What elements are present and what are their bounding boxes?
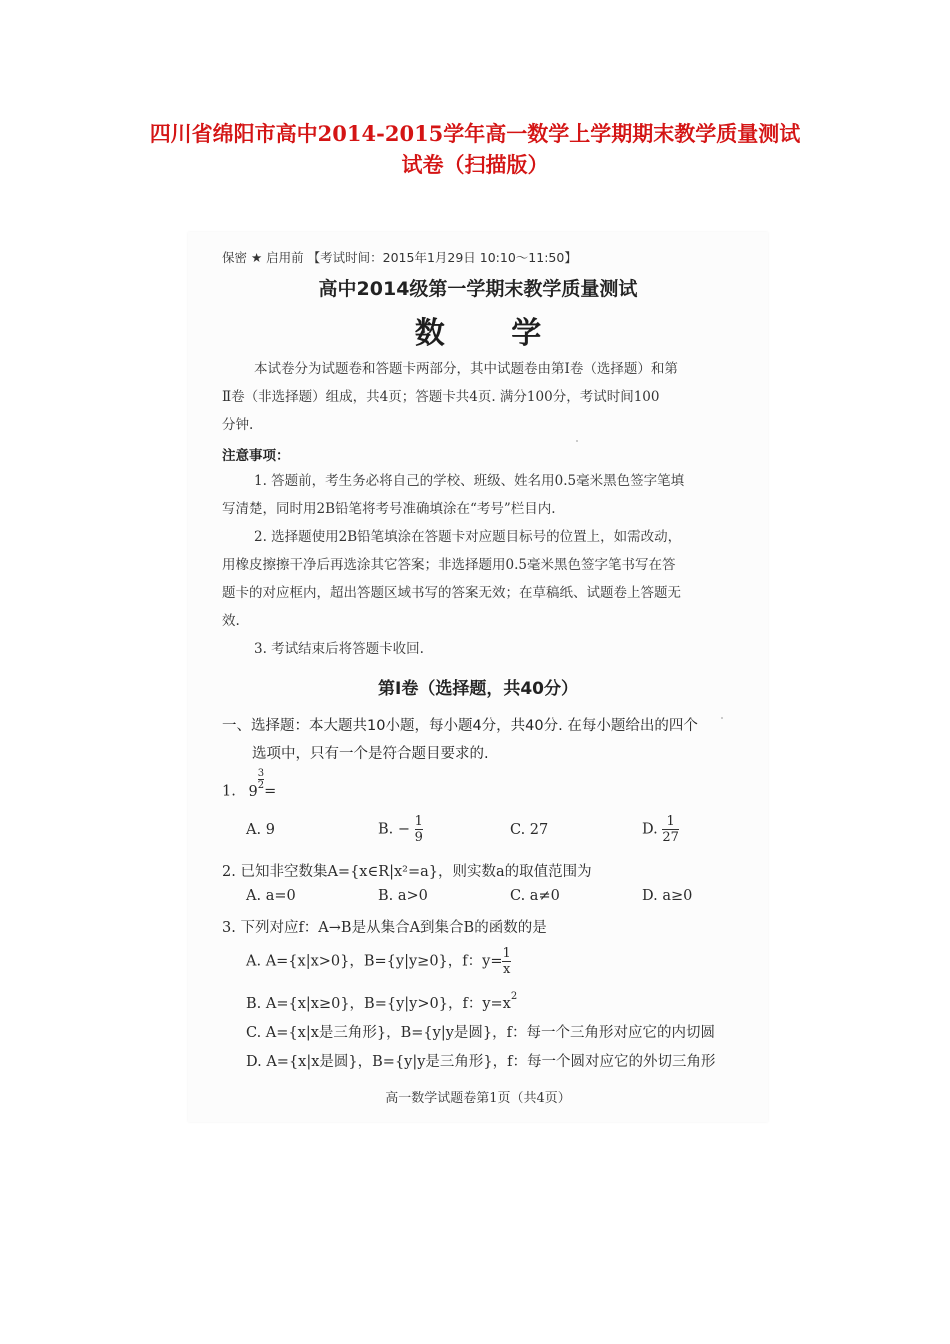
question-3-option-d: D. A={x|x是圆}，B={y|y是三角形}，f：每一个圆对应它的外切三角形 [246,1054,716,1070]
note-line: 3. 考试结束后将答题卡收回. [254,641,424,657]
question-2-option-d: D. a≥0 [642,888,693,904]
exam-title: 高中2014级第一学期末教学质量测试 [318,278,638,300]
power-base: 9 [248,783,258,800]
scan-speck [721,717,723,719]
scanned-exam-page [188,232,768,1122]
question-2-option-b: B. a>0 [378,888,428,904]
option-text: A. A={x|x>0}，B={y|y≥0}，f：y= [246,953,503,970]
question-1-option-b [378,814,423,845]
question-2-option-c: C. a≠0 [510,888,560,904]
question-1-option-c: C. 27 [510,822,549,838]
question-3-option-a [246,946,511,977]
option-fraction [662,814,679,845]
option-fraction [502,946,510,977]
power-exponent [258,768,264,791]
option-fraction [415,814,423,845]
option-text: B. A={x|x≥0}，B={y|y>0}，f：y=x [246,996,511,1012]
fraction-denominator: 9 [414,830,423,845]
question-3-option-b [246,992,517,1013]
notes-heading: 注意事项： [222,448,290,464]
intro-line-2: Ⅱ卷（非选择题）组成，共4页；答题卡共4页. 满分100分，考试时间100 [222,389,660,405]
question-3-stem: 3. 下列对应f：A→B是从集合A到集合B的函数的是 [222,920,547,936]
document-title [0,118,950,180]
fraction-numerator: 1 [414,814,423,829]
fraction-numerator: 1 [666,814,675,829]
question-1-option-d [642,814,679,845]
question-1-option-a: A. 9 [246,822,275,838]
option-label: B. − [378,821,411,838]
question-3-option-c: C. A={x|x是三角形}，B={y|y是圆}，f：每一个三角形对应它的内切圆 [246,1025,715,1041]
section-instruction-line-1: 一、选择题：本大题共10小题，每小题4分，共40分. 在每小题给出的四个 [222,718,698,734]
intro-line-1: 本试卷分为试题卷和答题卡两部分，其中试题卷由第Ⅰ卷（选择题）和第 [254,361,678,377]
document-title-line-1: 四川省绵阳市高中2014-2015学年高一数学上学期期末教学质量测试 [149,121,801,146]
volume-one-heading: 第Ⅰ卷（选择题，共40分） [378,679,578,699]
option-label: D. [642,821,658,838]
note-line: 1. 答题前，考生务必将自己的学校、班级、姓名用0.5毫米黑色签字笔填 [254,473,685,489]
confidential-meta-line: 保密 ★ 启用前 【考试时间：2015年1月29日 10:10～11:50】 [222,250,577,265]
equals-sign: = [264,783,277,800]
exponent-denominator: 2 [257,780,265,791]
exponent-numerator: 3 [257,768,265,779]
note-line: 2. 选择题使用2B铅笔填涂在答题卡对应题目标号的位置上，如需改动， [254,529,682,545]
note-line: 用橡皮擦擦干净后再选涂其它答案；非选择题用0.5毫米黑色签字笔书写在答 [222,557,676,573]
note-line: 效. [222,613,240,629]
question-2-stem: 2. 已知非空数集A={x∈R|x²=a}，则实数a的取值范围为 [222,864,592,880]
superscript: 2 [510,991,518,1002]
question-1-stem [222,768,277,803]
subject-heading: 数 学 [414,316,570,351]
intro-line-3: 分钟. [222,417,254,433]
document-title-line-2: 试卷（扫描版） [401,152,549,177]
note-line: 写清楚，同时用2B铅笔将考号准确填涂在“考号”栏目内. [222,501,556,517]
note-line: 题卡的对应框内，超出答题区域书写的答案无效；在草稿纸、试题卷上答题无 [222,585,681,601]
section-instruction-line-2: 选项中，只有一个是符合题目要求的. [252,746,489,762]
fraction-numerator: 1 [502,946,511,961]
scan-speck [576,440,578,442]
fraction-denominator: 27 [662,830,679,845]
page-footer: 高一数学试题卷第1页（共4页） [385,1091,571,1106]
question-number: 1. [222,783,236,800]
question-2-option-a: A. a=0 [246,888,296,904]
fraction-denominator: x [502,962,511,977]
